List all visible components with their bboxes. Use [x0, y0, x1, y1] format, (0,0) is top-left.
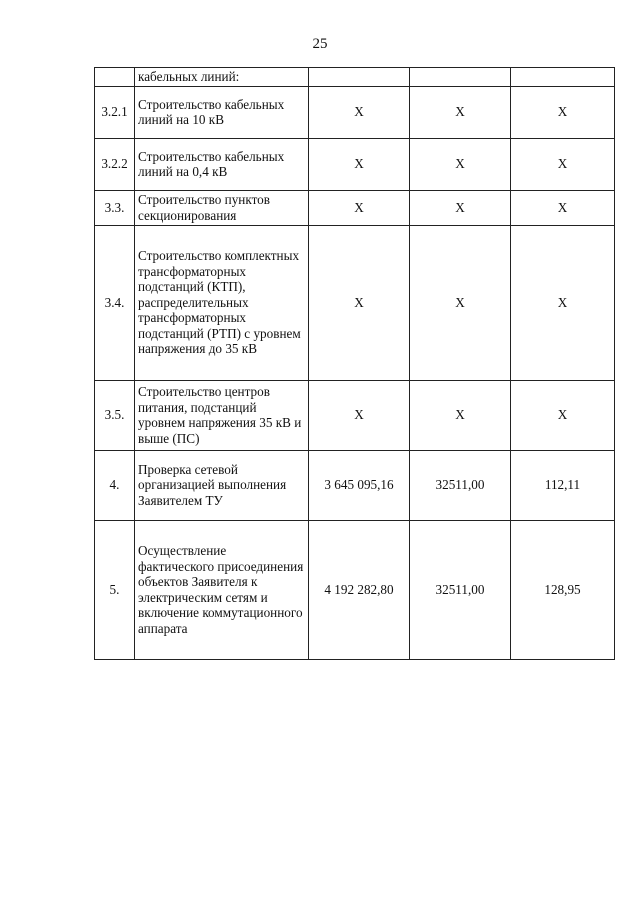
row-number: 5. [95, 520, 135, 659]
row-value-2: X [410, 380, 511, 450]
table-row [95, 450, 615, 520]
row-number: 4. [95, 450, 135, 520]
row-value-3: X [511, 138, 615, 190]
row-value-3: X [511, 380, 615, 450]
row-description: Строительство кабельных линий на 0,4 кВ [135, 138, 309, 190]
row-value-3: X [511, 190, 615, 225]
row-value-2: X [410, 138, 511, 190]
row-value-1: 4 192 282,80 [309, 520, 410, 659]
tariff-table [94, 67, 615, 660]
row-description: Строительство центров питания, подстанций уровнем напряжения 35 кВ и выше (ПС) [135, 380, 309, 450]
row-value-1: X [309, 380, 410, 450]
row-number: 3.2.2 [95, 138, 135, 190]
table-row [95, 380, 615, 450]
row-value-3: X [511, 225, 615, 380]
row-value-2: X [410, 86, 511, 138]
table-row [95, 68, 615, 87]
row-value-2: 32511,00 [410, 520, 511, 659]
row-number: 3.4. [95, 225, 135, 380]
row-value-2: X [410, 190, 511, 225]
row-value-3: 112,11 [511, 450, 615, 520]
table-row [95, 190, 615, 225]
row-value-2 [410, 68, 511, 87]
row-description: Осуществление фактического присоединения объектов Заявителя к электрическим сетям и включение коммутационного аппарата [135, 520, 309, 659]
row-number: 3.5. [95, 380, 135, 450]
row-value-2: X [410, 225, 511, 380]
row-value-3 [511, 68, 615, 87]
page-number: 25 [312, 36, 328, 52]
table-row [95, 138, 615, 190]
row-value-1: X [309, 190, 410, 225]
table-row [95, 520, 615, 659]
table-row [95, 86, 615, 138]
row-value-1: X [309, 225, 410, 380]
row-number: 3.3. [95, 190, 135, 225]
row-number [95, 68, 135, 87]
table-row [95, 225, 615, 380]
row-value-1: X [309, 138, 410, 190]
row-value-1: 3 645 095,16 [309, 450, 410, 520]
row-description: Строительство пунктов секционирования [135, 190, 309, 225]
row-description: Строительство комплектных трансформаторных подстанций (КТП), распределительных трансформаторных подстанций (РТП) с уровнем напряжения до 35 кВ [135, 225, 309, 380]
row-description: кабельных линий: [135, 68, 309, 87]
row-value-1 [309, 68, 410, 87]
row-number: 3.2.1 [95, 86, 135, 138]
row-value-3: 128,95 [511, 520, 615, 659]
row-value-1: X [309, 86, 410, 138]
row-value-3: X [511, 86, 615, 138]
row-description: Строительство кабельных линий на 10 кВ [135, 86, 309, 138]
row-description: Проверка сетевой организацией выполнения Заявителем ТУ [135, 450, 309, 520]
row-value-2: 32511,00 [410, 450, 511, 520]
